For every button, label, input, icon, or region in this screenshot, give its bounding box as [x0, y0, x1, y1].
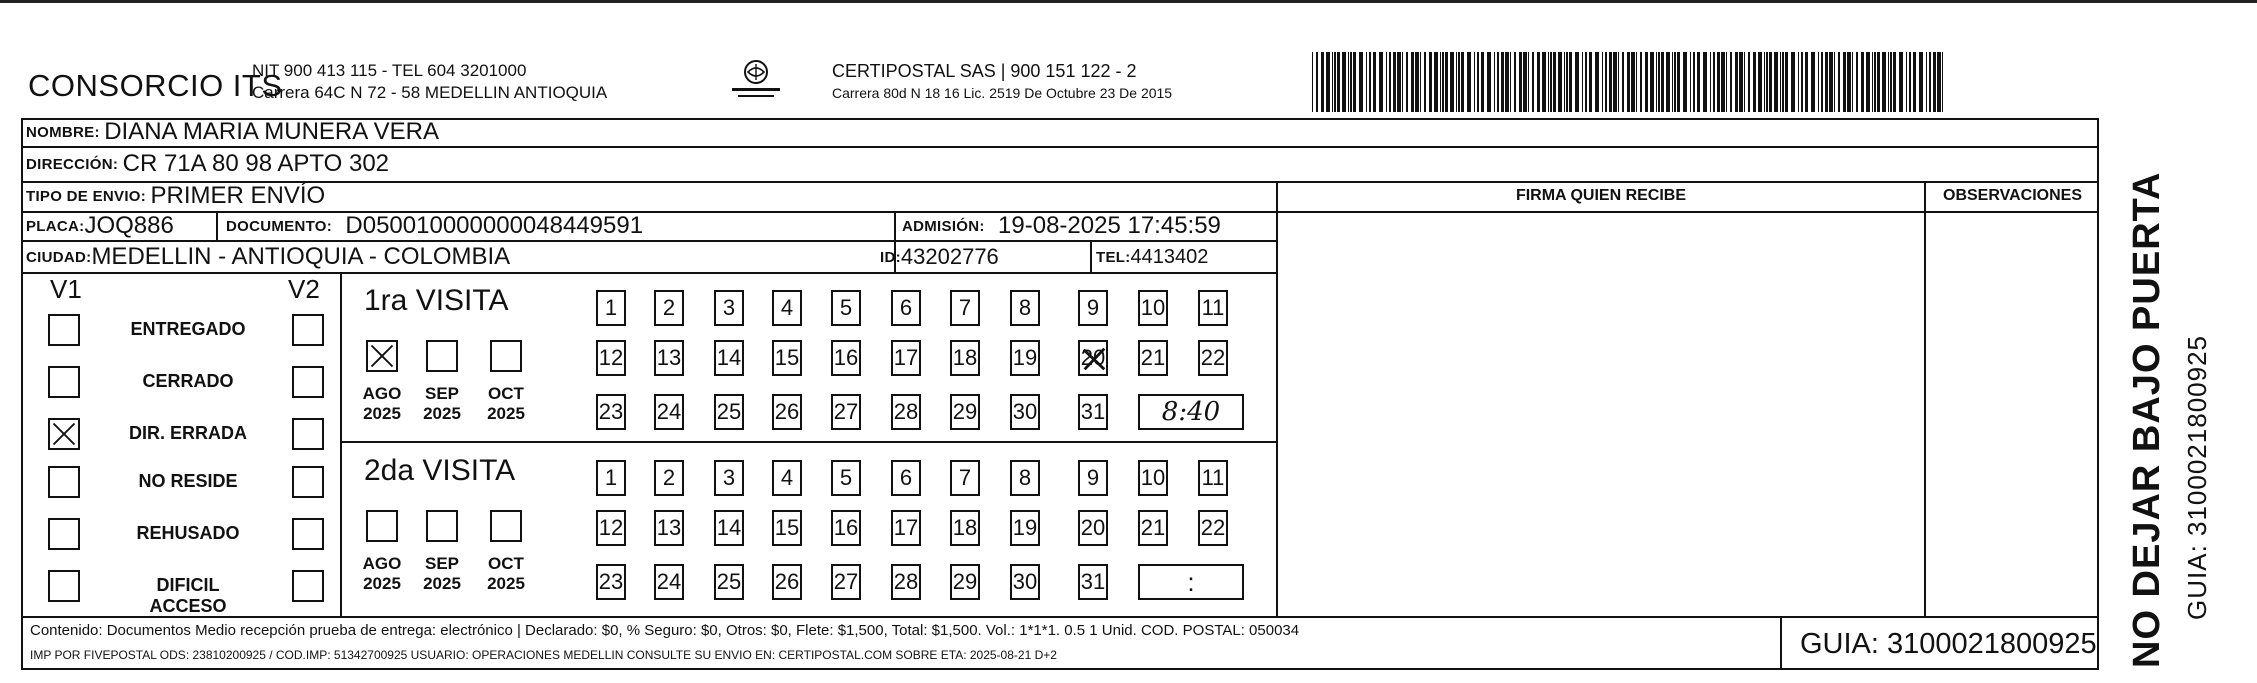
year-label: 2025 [487, 574, 525, 593]
day-box[interactable]: 18 [950, 340, 980, 376]
status-option-label: REHUSADO [136, 523, 240, 543]
status-option-label: DIFICIL ACCESO [149, 575, 227, 616]
company-nit-line: NIT 900 413 115 - TEL 604 3201000 [252, 61, 527, 80]
ciudad-cell [26, 242, 510, 272]
company-name: CONSORCIO ITS [28, 68, 283, 103]
day-box[interactable]: 27 [831, 564, 861, 600]
col-divider [1780, 616, 1782, 670]
year-label: 2025 [423, 404, 461, 423]
day-box[interactable]: 12 [596, 340, 626, 376]
v2-checkbox[interactable] [292, 570, 324, 602]
row-divider [21, 181, 2099, 183]
day-box[interactable]: 9 [1078, 290, 1108, 326]
v2-checkbox[interactable] [292, 314, 324, 346]
day-box[interactable]: 15 [772, 340, 802, 376]
day-box[interactable]: 21 [1138, 340, 1168, 376]
month-checkbox[interactable] [426, 340, 458, 372]
side-guia: GUIA: 3100021800925 [2182, 335, 2212, 620]
day-box[interactable]: 9 [1078, 460, 1108, 496]
footer-guia: GUIA: 3100021800925 [1800, 628, 2097, 660]
v1-checkbox[interactable] [48, 570, 80, 602]
id-label: ID: [880, 248, 901, 266]
day-box[interactable]: 8 [1010, 290, 1040, 326]
v1-checkbox[interactable] [48, 466, 80, 498]
day-box[interactable]: 3 [714, 460, 744, 496]
col-divider [1090, 240, 1092, 272]
v2-checkbox[interactable] [292, 418, 324, 450]
nombre-row [26, 117, 439, 147]
day-box[interactable]: 4 [772, 460, 802, 496]
day-box[interactable]: 30 [1010, 394, 1040, 430]
day-box[interactable]: 11 [1198, 460, 1228, 496]
tel-label: TEL: [1096, 248, 1131, 266]
month-year-label [354, 384, 410, 424]
day-box[interactable]: 2 [654, 460, 684, 496]
company-info [252, 60, 607, 104]
x-mark-icon [50, 420, 78, 448]
status-option-label: ENTREGADO [130, 319, 246, 339]
nombre-value: DIANA MARIA MUNERA VERA [104, 118, 439, 145]
tipo-envio-value: PRIMER ENVÍO [150, 182, 326, 209]
month-checkbox[interactable] [490, 340, 522, 372]
day-box[interactable]: 25 [714, 394, 744, 430]
no-dejar-warning: NO DEJAR BAJO PUERTA [2126, 171, 2168, 668]
v2-checkbox[interactable] [292, 518, 324, 550]
visit-title: 1ra VISITA [364, 284, 509, 317]
day-box[interactable]: 20 [1078, 510, 1108, 546]
month-label: OCT [488, 554, 524, 573]
admision-label: ADMISIÓN: [902, 217, 985, 235]
admision-value: 19-08-2025 17:45:59 [998, 212, 1221, 239]
day-box[interactable]: 16 [831, 510, 861, 546]
day-box[interactable]: 10 [1138, 290, 1168, 326]
visit-time-box[interactable]: 8:40 [1138, 394, 1244, 430]
admision-cell [902, 211, 1221, 241]
month-label: SEP [424, 384, 460, 403]
visit-time-box[interactable]: : [1138, 564, 1244, 600]
day-box[interactable]: 3 [714, 290, 744, 326]
month-year-label [478, 554, 534, 594]
visit-title: 2da VISITA [364, 454, 516, 487]
placa-cell [26, 211, 174, 241]
x-mark-icon [368, 342, 396, 370]
direccion-row [26, 149, 389, 179]
day-box[interactable]: 5 [831, 290, 861, 326]
day-box[interactable]: 14 [714, 510, 744, 546]
month-year-label [414, 384, 470, 424]
day-box[interactable]: 28 [891, 394, 921, 430]
day-box[interactable]: 5 [831, 460, 861, 496]
day-box[interactable]: 2 [654, 290, 684, 326]
day-box[interactable]: 4 [772, 290, 802, 326]
row-divider [21, 272, 1276, 274]
id-cell [880, 242, 999, 272]
month-year-label [478, 384, 534, 424]
day-box[interactable]: 19 [1010, 340, 1040, 376]
v1-checkbox[interactable] [48, 314, 80, 346]
company-address-line: Carrera 64C N 72 - 58 MEDELLIN ANTIOQUIA [252, 83, 608, 102]
day-box[interactable]: 13 [654, 510, 684, 546]
year-label: 2025 [363, 404, 401, 423]
day-box[interactable]: 1 [596, 460, 626, 496]
status-option-label: CERRADO [142, 371, 234, 391]
day-box[interactable]: 12 [596, 510, 626, 546]
year-label: 2025 [487, 404, 525, 423]
v2-checkbox[interactable] [292, 366, 324, 398]
documento-value: D050010000000048449591 [345, 212, 644, 239]
day-box[interactable]: 23 [596, 394, 626, 430]
x-mark-icon [1079, 344, 1109, 374]
day-box[interactable]: 28 [891, 564, 921, 600]
day-box[interactable]: 29 [950, 564, 980, 600]
observaciones-area[interactable] [1926, 213, 2099, 616]
day-box[interactable]: 20 [1078, 340, 1108, 376]
day-box[interactable]: 25 [714, 564, 744, 600]
col-divider [216, 211, 218, 241]
direccion-value: CR 71A 80 98 APTO 302 [122, 150, 390, 177]
day-box[interactable]: 30 [1010, 564, 1040, 600]
month-label: AGO [362, 384, 402, 403]
side-panel [2108, 128, 2257, 676]
day-box[interactable]: 29 [950, 394, 980, 430]
certipostal-line: CERTIPOSTAL SAS | 900 151 122 - 2 [832, 61, 1137, 81]
day-box[interactable]: 24 [654, 564, 684, 600]
col-divider [340, 272, 342, 616]
day-box[interactable]: 10 [1138, 460, 1168, 496]
nombre-label: NOMBRE: [26, 123, 100, 141]
certipostal-info [832, 60, 1172, 104]
day-box[interactable]: 18 [950, 510, 980, 546]
footer-contenido: Contenido: Documentos Medio recepción prueba de entrega: electrónico | Declarado: $0, % Seguro: $0, Otros: $0, Flete: $1,500, Total: $1,500. Vol.: 1*1*1. 0.5 1 Unid. COD. POSTAL: 050034 [30, 622, 1300, 639]
tel-cell [1096, 242, 1208, 272]
day-box[interactable]: 8 [1010, 460, 1040, 496]
day-box[interactable]: 31 [1078, 564, 1108, 600]
day-box[interactable]: 26 [772, 394, 802, 430]
day-box[interactable]: 17 [891, 510, 921, 546]
row-divider [21, 616, 2099, 618]
day-box[interactable]: 16 [831, 340, 861, 376]
month-label: AGO [362, 554, 402, 573]
barcode-icon [1310, 52, 1948, 112]
day-box[interactable]: 22 [1198, 510, 1228, 546]
day-box[interactable]: 21 [1138, 510, 1168, 546]
ciudad-label: CIUDAD: [26, 248, 92, 266]
month-checkbox[interactable] [490, 510, 522, 542]
month-year-label [414, 554, 470, 594]
month-label: OCT [488, 384, 524, 403]
day-box[interactable]: 22 [1198, 340, 1228, 376]
day-box[interactable]: 6 [891, 460, 921, 496]
tel-value: 4413402 [1130, 245, 1209, 268]
documento-label: DOCUMENTO: [226, 217, 333, 235]
day-box[interactable]: 17 [891, 340, 921, 376]
day-box[interactable]: 7 [950, 290, 980, 326]
v1-checkbox[interactable] [48, 366, 80, 398]
tipo-envio-row [26, 181, 325, 211]
ciudad-value: MEDELLIN - ANTIOQUIA - COLOMBIA [91, 243, 511, 270]
day-box[interactable]: 27 [831, 394, 861, 430]
v2-checkbox[interactable] [292, 466, 324, 498]
day-box[interactable]: 23 [596, 564, 626, 600]
status-option-label: NO RESIDE [138, 471, 238, 491]
placa-label: PLACA: [26, 217, 85, 235]
day-box[interactable]: 24 [654, 394, 684, 430]
day-box[interactable]: 13 [654, 340, 684, 376]
v2-header: V2 [288, 274, 320, 304]
day-box[interactable]: 1 [596, 290, 626, 326]
month-year-label [354, 554, 410, 594]
day-box[interactable]: 6 [891, 290, 921, 326]
visit-divider [340, 441, 1276, 443]
day-box[interactable]: 15 [772, 510, 802, 546]
v1-header: V1 [50, 274, 82, 304]
year-label: 2025 [363, 574, 401, 593]
id-value: 43202776 [900, 244, 999, 269]
footer-imp: IMP POR FIVEPOSTAL ODS: 23810200925 / COD.IMP: 51342700925 USUARIO: OPERACIONES MEDELLIN CONSULTE SU ENVIO EN: CERTIPOSTAL.COM SOBRE ETA: 2025-08-21 D+2 [30, 648, 1057, 662]
month-label: SEP [424, 554, 460, 573]
day-box[interactable]: 7 [950, 460, 980, 496]
v1-checkbox[interactable] [48, 518, 80, 550]
day-box[interactable]: 11 [1198, 290, 1228, 326]
certipostal-logo-icon [724, 58, 788, 106]
certipostal-license: Carrera 80d N 18 16 Lic. 2519 De Octubre 23 De 2015 [832, 85, 1173, 101]
year-label: 2025 [423, 574, 461, 593]
signature-area[interactable] [1278, 213, 1924, 616]
day-box[interactable]: 14 [714, 340, 744, 376]
day-box[interactable]: 26 [772, 564, 802, 600]
day-box[interactable]: 19 [1010, 510, 1040, 546]
status-option-label: DIR. ERRADA [128, 423, 247, 443]
month-checkbox[interactable] [426, 510, 458, 542]
tipo-envio-label: TIPO DE ENVIO: [26, 187, 147, 205]
top-border [0, 0, 2257, 3]
observaciones-label: OBSERVACIONES [1943, 187, 2082, 204]
placa-value: JOQ886 [84, 212, 174, 239]
month-checkbox[interactable] [366, 510, 398, 542]
documento-cell [226, 211, 643, 241]
firma-label: FIRMA QUIEN RECIBE [1515, 187, 1687, 204]
day-box[interactable]: 31 [1078, 394, 1108, 430]
direccion-label: DIRECCIÓN: [26, 155, 119, 173]
